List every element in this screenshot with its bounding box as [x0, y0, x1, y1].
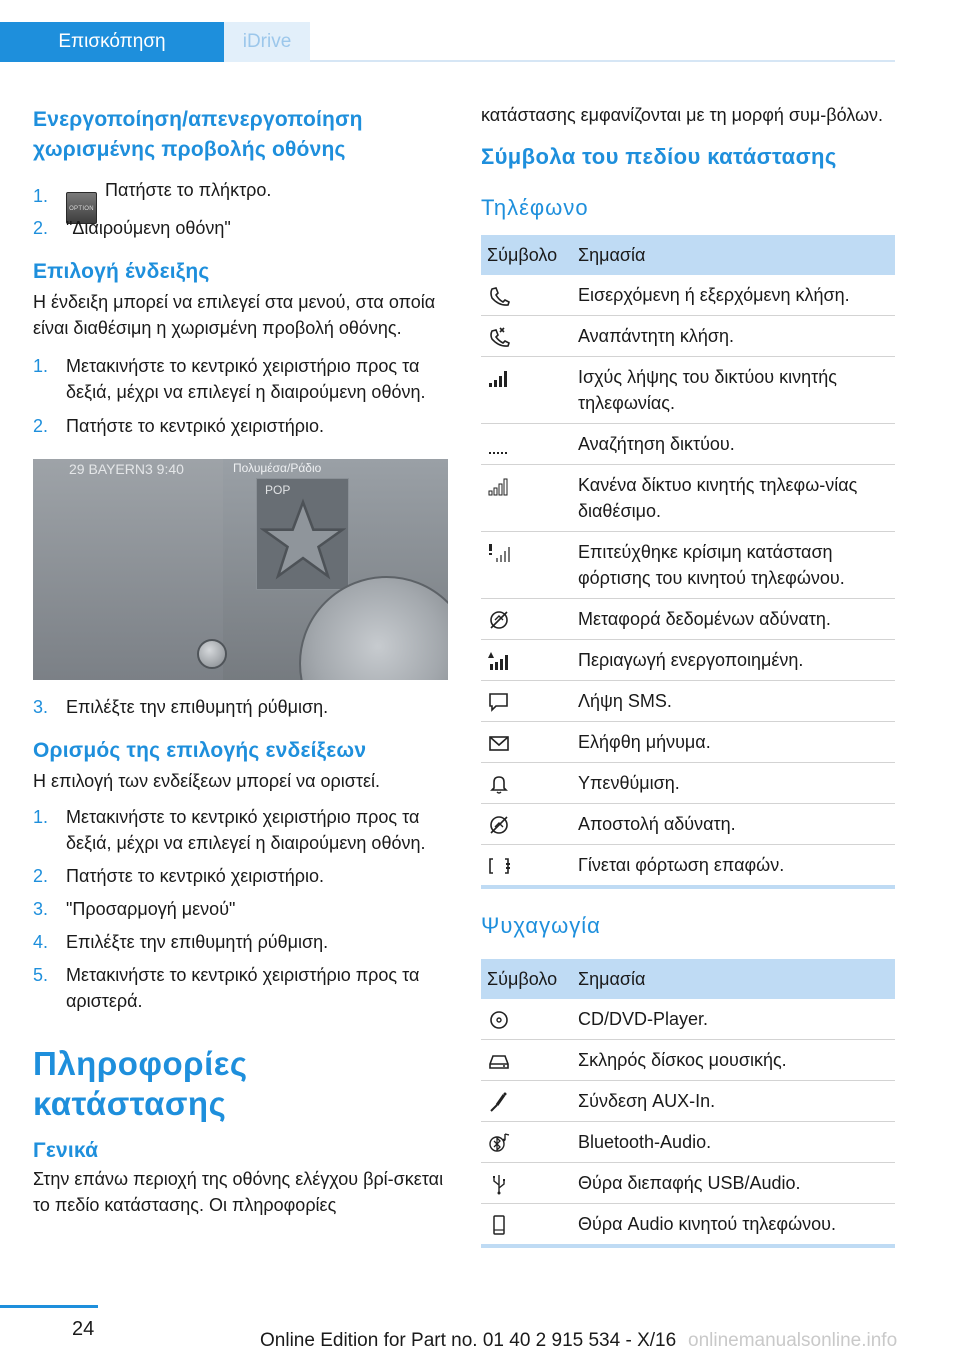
- column-header-meaning: Σημασία: [572, 235, 895, 275]
- tab-overview[interactable]: Επισκόπηση: [0, 22, 224, 62]
- table-row: Θύρα Audio κινητού τηλεφώνου.: [481, 1204, 895, 1247]
- page-number: 24: [72, 1318, 95, 1340]
- table-row: Υπενθύμιση.: [481, 763, 895, 804]
- phone-symbols-table: [481, 235, 895, 889]
- disc-icon: [487, 1009, 511, 1031]
- table-row: Κανένα δίκτυο κινητής τηλεφω-νίας διαθέσιμο.: [481, 465, 895, 532]
- entertainment-symbols-table: [481, 959, 895, 1248]
- table-row: Εισερχόμενη ή εξερχόμενη κλήση.: [481, 275, 895, 316]
- contacts-loading-icon: [487, 855, 511, 877]
- table-row: Σκληρός δίσκος μουσικής.: [481, 1040, 895, 1081]
- no-network-icon: [487, 475, 511, 497]
- table-row: Θύρα διεπαφής USB/Audio.: [481, 1163, 895, 1204]
- usb-icon: [487, 1173, 511, 1195]
- table-row: Επιτεύχθηκε κρίσιμη κατάσταση φόρτισης του κινητού τηλεφώνου.: [481, 532, 895, 599]
- signal-strength-icon: [487, 367, 511, 389]
- list-item: 1. Μετακινήστε το κεντρικό χειριστήριο προς τα δεξιά, μέχρι να επιλεγεί η διαιρούμενη οθόνη.: [33, 356, 426, 402]
- list-item: 2. Πατήστε το κεντρικό χειριστήριο.: [33, 416, 324, 436]
- list-item: 4. Επιλέξτε την επιθυμητή ρύθμιση.: [33, 932, 329, 952]
- section-title-define-selection: Ορισμός της επιλογής ενδείξεων: [33, 739, 367, 762]
- paragraph: Στην επάνω περιοχή της οθόνης ελέγχου βρί-σκεται το πεδίο κατάστασης. Οι πληροφορίες: [33, 1169, 444, 1215]
- screenshot-station-text: 29 BAYERN3 9:40: [69, 461, 184, 477]
- split-screen-steps: [33, 177, 448, 241]
- mobile-phone-icon: [487, 1214, 511, 1236]
- hard-disk-icon: [487, 1050, 511, 1072]
- sms-icon: [487, 691, 511, 713]
- envelope-icon: [487, 732, 511, 754]
- list-item: 3. Επιλέξτε την επιθυμητή ρύθμιση.: [33, 697, 329, 717]
- table-row: Αναπάντητη κλήση.: [481, 316, 895, 357]
- table-row: Λήψη SMS.: [481, 681, 895, 722]
- subsection-title-phone: Τηλέφωνο: [481, 195, 589, 220]
- section-title-select-display: Επιλογή ένδειξης: [33, 260, 210, 283]
- bell-icon: [487, 773, 511, 795]
- list-item: 2. Πατήστε το κεντρικό χειριστήριο.: [33, 866, 324, 886]
- select-display-steps: [33, 353, 448, 439]
- right-column: [481, 100, 895, 1248]
- header-tabs: [0, 22, 895, 62]
- tab-idrive[interactable]: iDrive: [224, 22, 310, 62]
- table-header-row: [481, 235, 895, 275]
- table-row: Ελήφθη μήνυμα.: [481, 722, 895, 763]
- table-row: Ισχύς λήψης του δικτύου κινητής τηλεφωνίας.: [481, 357, 895, 424]
- send-failed-icon: [487, 814, 511, 836]
- column-header-symbol: Σύμβολο: [481, 235, 572, 275]
- paragraph: Η επιλογή των ενδείξεων μπορεί να οριστεί.: [33, 771, 381, 791]
- list-item: 2. "Διαιρούμενη οθόνη": [33, 218, 231, 238]
- define-selection-steps: [33, 804, 448, 1014]
- screenshot-panel-title: Πολυμέσα/Ράδιο: [233, 461, 322, 475]
- table-row: CD/DVD-Player.: [481, 999, 895, 1040]
- section-title-status-symbols: Σύμβολα του πεδίου κατάστασης: [481, 144, 837, 169]
- network-search-icon: [487, 434, 511, 456]
- list-item: 1. OPTIONΠατήστε το πλήκτρο.: [33, 177, 448, 213]
- roaming-icon: [487, 650, 511, 672]
- paragraph: κατάστασης εμφανίζονται με τη μορφή συμ-βόλων.: [481, 105, 884, 125]
- watermark: onlinemanualsonline.info: [688, 1330, 898, 1351]
- section-title-status-info: Πληροφορίες κατάστασης: [33, 1045, 248, 1122]
- footer-rule: [0, 1305, 98, 1308]
- select-display-steps-cont: [33, 694, 448, 720]
- table-row: Γίνεται φόρτωση επαφών.: [481, 845, 895, 888]
- table-row: Περιαγωγή ενεργοποιημένη.: [481, 640, 895, 681]
- option-key-icon: OPTION: [66, 192, 97, 224]
- split-screen-screenshot: [33, 459, 448, 680]
- table-row: Αναζήτηση δικτύου.: [481, 424, 895, 465]
- list-item: 3. "Προσαρμογή μενού": [33, 899, 236, 919]
- list-item: 1. Μετακινήστε το κεντρικό χειριστήριο προς τα δεξιά, μέχρι να επιλεγεί η διαιρούμενη οθόνη.: [33, 807, 426, 853]
- subsection-title-general: Γενικά: [33, 1139, 99, 1162]
- battery-critical-icon: [487, 542, 511, 564]
- screenshot-cover-label: POP: [265, 483, 291, 497]
- left-column: [33, 100, 448, 1218]
- table-row: Σύνδεση AUX-In.: [481, 1081, 895, 1122]
- data-unavailable-icon: [487, 609, 511, 631]
- subsection-title-entertainment: Ψυχαγωγία: [481, 913, 601, 938]
- column-header-symbol: Σύμβολο: [481, 959, 572, 999]
- screenshot-album-cover: [256, 478, 349, 590]
- table-header-row: [481, 959, 895, 999]
- missed-call-icon: [487, 326, 511, 348]
- controller-button: [197, 639, 227, 669]
- screenshot-main-area: [33, 459, 223, 680]
- list-item: 5. Μετακινήστε το κεντρικό χειριστήριο προς τα αριστερά.: [33, 965, 420, 1011]
- section-title-split-screen: Ενεργοποίηση/απενεργοποίηση χωρισμένης προβολής οθόνης: [33, 108, 363, 161]
- bluetooth-audio-icon: [487, 1132, 511, 1154]
- aux-plug-icon: [487, 1091, 511, 1113]
- phone-handset-icon: [487, 285, 511, 307]
- table-row: Μεταφορά δεδομένων αδύνατη.: [481, 599, 895, 640]
- table-row: Αποστολή αδύνατη.: [481, 804, 895, 845]
- column-header-meaning: Σημασία: [572, 959, 895, 999]
- table-row: Bluetooth-Audio.: [481, 1122, 895, 1163]
- star-icon: [260, 495, 346, 585]
- edition-note: Online Edition for Part no. 01 40 2 915 534 - X/16: [260, 1330, 677, 1351]
- paragraph: Η ένδειξη μπορεί να επιλεγεί στα μενού, στα οποία είναι διαθέσιμη η χωρισμένη προβολή οθόνης.: [33, 292, 436, 338]
